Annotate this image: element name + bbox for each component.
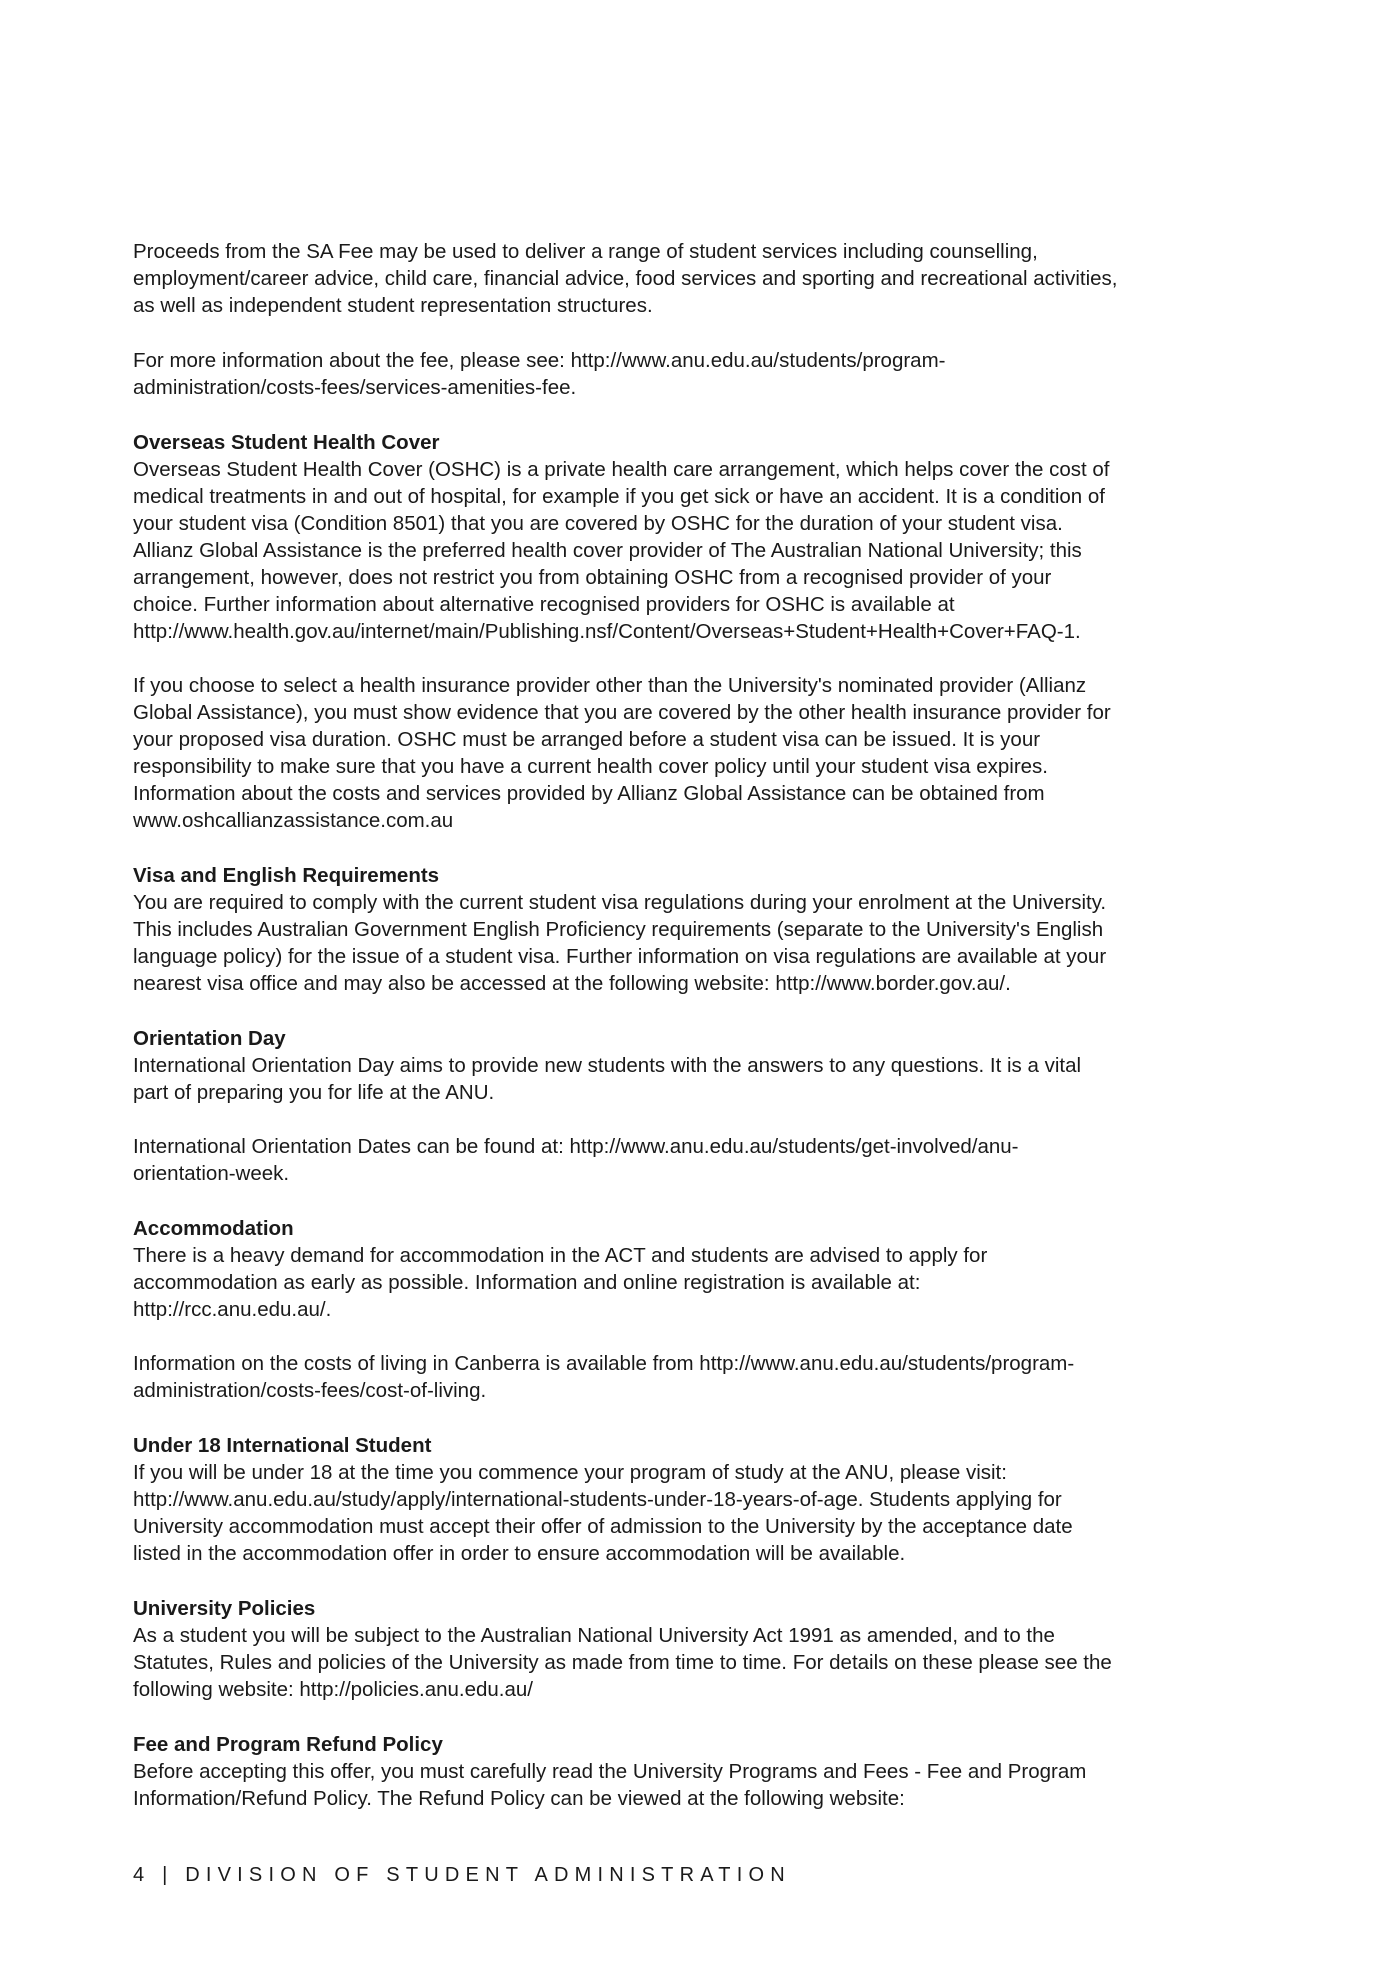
section-heading-orientation: Orientation Day bbox=[133, 1027, 286, 1050]
section-refund-policy bbox=[133, 1731, 1273, 1812]
section-heading-refund-policy: Fee and Program Refund Policy bbox=[133, 1733, 443, 1756]
university-policies-paragraph: As a student you will be subject to the Australian National University Act 1991 as amended, and to the Statutes, Rules and policies of the University as made from time to time. For details on these please see the following website: http://policies.anu.edu.au/ bbox=[133, 1624, 1112, 1701]
section-heading-university-policies: University Policies bbox=[133, 1597, 316, 1620]
refund-policy-paragraph: Before accepting this offer, you must carefully read the University Programs and Fees - Fee and Program Information/Refund Policy. The Refund Policy can be viewed at the following website: bbox=[133, 1760, 1087, 1810]
accommodation-paragraph-1: There is a heavy demand for accommodation in the ACT and students are advised to apply for accommodation as early as possible. Information and online registration is available at: http://rcc.anu.edu.au/. bbox=[133, 1244, 988, 1321]
section-orientation bbox=[133, 1025, 1273, 1187]
section-under-18 bbox=[133, 1432, 1273, 1567]
section-visa bbox=[133, 862, 1273, 997]
visa-paragraph: You are required to comply with the current student visa regulations during your enrolment at the University. This includes Australian Government English Proficiency requirements (separate to the University's English language policy) for the issue of a student visa. Further information on visa regulations are available at your nearest visa office and may also be accessed at the following website: http://www.border.gov.au/. bbox=[133, 891, 1107, 995]
section-accommodation bbox=[133, 1215, 1273, 1404]
section-university-policies bbox=[133, 1595, 1273, 1703]
section-heading-accommodation: Accommodation bbox=[133, 1217, 294, 1240]
page-footer: 4 | DIVISION OF STUDENT ADMINISTRATION bbox=[133, 1864, 791, 1886]
orientation-paragraph-2: International Orientation Dates can be found at: http://www.anu.edu.au/students/get-involved/anu- orientation-week. bbox=[133, 1135, 1019, 1185]
section-heading-under-18: Under 18 International Student bbox=[133, 1434, 432, 1457]
under-18-paragraph: If you will be under 18 at the time you commence your program of study at the ANU, please visit: http://www.anu.edu.au/study/apply/international-students-under-18-years-of-age. Students applying for University accommodation must accept their offer of admission to the University by the acceptance date listed in the accommodation offer in order to ensure accommodation will be available. bbox=[133, 1461, 1073, 1565]
document-body bbox=[133, 238, 1273, 1840]
section-oshc bbox=[133, 429, 1273, 834]
oshc-paragraph-1: Overseas Student Health Cover (OSHC) is a private health care arrangement, which helps cover the cost of medical treatments in and out of hospital, for example if you get sick or have an accident. It is a condition of your student visa (Condition 8501) that you are covered by OSHC for the duration of your student visa. Allianz Global Assistance is the preferred health cover provider of The Australian National University; this arrangement, however, does not restrict you from obtaining OSHC from a recognised provider of your choice. Further information about alternative recognised providers for OSHC is available at http://www.health.gov.au/internet/main/Publishing.nsf/Content/Overseas+Student+Health+Cover+FAQ-1. bbox=[133, 458, 1110, 643]
accommodation-paragraph-2: Information on the costs of living in Canberra is available from http://www.anu.edu.au/students/program- administration/costs-fees/cost-of-living. bbox=[133, 1352, 1075, 1402]
oshc-paragraph-2: If you choose to select a health insurance provider other than the University's nominated provider (Allianz Global Assistance), you must show evidence that you are covered by the other health insurance provider for your proposed visa duration. OSHC must be arranged before a student visa can be issued. It is your responsibility to make sure that you have a current health cover policy until your student visa expires. Information about the costs and services provided by Allianz Global Assistance can be obtained from www.oshcallianzassistance.com.au bbox=[133, 674, 1111, 832]
intro-paragraph-services: Proceeds from the SA Fee may be used to deliver a range of student services including counselling, employment/career advice, child care, financial advice, food services and sporting and recreational activities, as well as independent student representation structures. bbox=[133, 240, 1118, 317]
section-heading-visa: Visa and English Requirements bbox=[133, 864, 440, 887]
intro-paragraph-fee-link: For more information about the fee, please see: http://www.anu.edu.au/students/program- administration/costs-fees/services-amenities-fee. bbox=[133, 349, 946, 399]
orientation-paragraph-1: International Orientation Day aims to provide new students with the answers to any questions. It is a vital part of preparing you for life at the ANU. bbox=[133, 1054, 1082, 1104]
section-heading-oshc: Overseas Student Health Cover bbox=[133, 431, 440, 454]
